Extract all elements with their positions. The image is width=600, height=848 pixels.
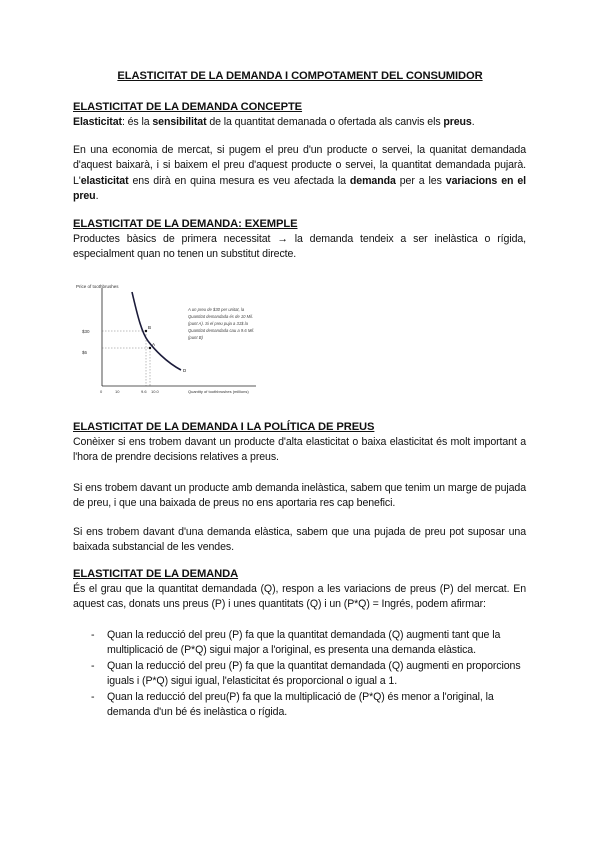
list-item-text: Quan la reducció del preu (P) fa que la quantitat demandada (Q) augmenti en proporcions iguals i (P*Q) sigui igual, l'elasticitat és proporcional o igual a 1. bbox=[107, 659, 521, 688]
text-bold: demanda bbox=[349, 174, 396, 187]
paragraph-economia-mercat bbox=[73, 143, 526, 205]
chart-annotation-line: (punt B) bbox=[188, 335, 203, 340]
chart-xtick-9-6: 9.6 bbox=[141, 389, 147, 394]
elasticity-cases-list bbox=[73, 628, 526, 720]
paragraph-demanda-inelastica: Si ens trobem davant un producte amb demanda inelàstica, sabem que tenim un marge de pujada de preu, i que una baixada de preus no ens aportaria res cap benefici. bbox=[73, 482, 526, 510]
list-item bbox=[73, 628, 526, 659]
chart-annotation-line: (punt A). Si el preu puja a 31$ la bbox=[188, 321, 248, 326]
paragraph-coneixer: Conèixer si ens trobem davant un producte d'alta elasticitat o baixa elasticitat és molt important a l'hora de prendre decisions relatives a preus. bbox=[73, 436, 526, 464]
section-heading-exemple: ELASTICITAT DE LA DEMANDA: EXEMPLE bbox=[73, 218, 298, 230]
chart-xtick-0: 0 bbox=[100, 389, 103, 394]
chart-annotation-line: A un preu de $30 per unitat, la bbox=[188, 307, 245, 312]
chart-xlabel: Quantity of toothbrushes (millions) bbox=[188, 389, 249, 394]
paragraph-demanda-elastica: Si ens trobem davant d'una demanda elàstica, sabem que una pujada de preu pot suposar una baixada substancial de les vendes. bbox=[73, 526, 526, 554]
demand-curve-chart bbox=[76, 278, 276, 406]
list-item-text: Quan la reducció del preu(P) fa que la multiplicació de (P*Q) és menor a l'original, la demanda d'un bé és inelàstica o rígida. bbox=[107, 690, 494, 719]
text-bold: variacions en el preu bbox=[73, 174, 526, 203]
section-heading-elasticitat-demanda: ELASTICITAT DE LA DEMANDA bbox=[73, 568, 239, 580]
bullet-marker: - bbox=[91, 690, 95, 703]
chart-point-a-label: A bbox=[152, 342, 156, 347]
section-heading-politica-preus: ELASTICITAT DE LA DEMANDA I LA POLÍTICA DE PREUS bbox=[73, 421, 375, 433]
text: per a les bbox=[395, 174, 446, 187]
paragraph-elasticitat-definition bbox=[73, 115, 526, 130]
text: ens dirà en quina mesura es veu afectada la bbox=[128, 174, 350, 187]
list-item bbox=[73, 690, 526, 721]
text: En una economia de mercat, si pugem el preu d'un producte o servei, la quanitat demandada d'aquest baixarà, i si baixem el preu d'aquest producte o servei, la quantitat demandada pujarà. L' bbox=[73, 144, 526, 187]
chart-xtick-10: 10 bbox=[115, 389, 120, 394]
chart-ytick-30: $30 bbox=[82, 329, 90, 334]
list-item bbox=[73, 659, 526, 690]
bullet-marker: - bbox=[91, 629, 95, 641]
text-bold: preus bbox=[443, 116, 472, 128]
chart-annotation-line: Quantitat demandada cau a 9.6 Mil. bbox=[188, 328, 255, 333]
chart-ytick-6: $6 bbox=[82, 350, 88, 355]
paragraph-productes-basics: Productes bàsics de primera necessitat → la demanda tendeix a ser inelàstica o rígida, especialment quan no tenen un substitut directe. bbox=[73, 233, 526, 261]
text-bold: elasticitat bbox=[80, 174, 129, 187]
paragraph-grau: És el grau que la quantitat demandada (Q), respon a les variacions de preus (P) del mercat. En aquest cas, donats uns preus (P) i unes quantitats (Q) i un (P*Q) = Ingrés, podem afirmar: bbox=[73, 583, 526, 611]
chart-annotation bbox=[187, 307, 254, 340]
list-item-text: Quan la reducció del preu (P) fa que la quantitat demandada (Q) augmenti tant que la multiplicació de (P*Q) sigui major a l'original, es presenta una demanda elàstica. bbox=[107, 629, 501, 657]
text-bold: Elasticitat bbox=[73, 116, 122, 128]
chart-xtick-10-0: 10.0 bbox=[151, 389, 159, 394]
chart-point-b-label: B bbox=[148, 325, 152, 330]
text: de la quantitat demanada o ofertada als canvis els bbox=[206, 116, 444, 128]
bullet-marker: - bbox=[91, 659, 95, 672]
text: : és la bbox=[121, 116, 153, 128]
chart-point-b bbox=[145, 330, 147, 332]
section-heading-concepte: ELASTICITAT DE LA DEMANDA CONCEPTE bbox=[73, 101, 303, 113]
text: . bbox=[95, 190, 99, 203]
text: . bbox=[471, 116, 475, 128]
chart-point-a bbox=[149, 347, 151, 349]
chart-curve-label: D bbox=[183, 368, 187, 373]
document-title: ELASTICITAT DE LA DEMANDA I COMPOTAMENT DEL CONSUMIDOR bbox=[117, 70, 483, 82]
text-bold: sensibilitat bbox=[152, 116, 207, 128]
chart-ylabel: Price of toothbrushes bbox=[76, 284, 119, 289]
chart-annotation-line: Quantitat demandada és de 10 Mil. bbox=[188, 314, 254, 319]
